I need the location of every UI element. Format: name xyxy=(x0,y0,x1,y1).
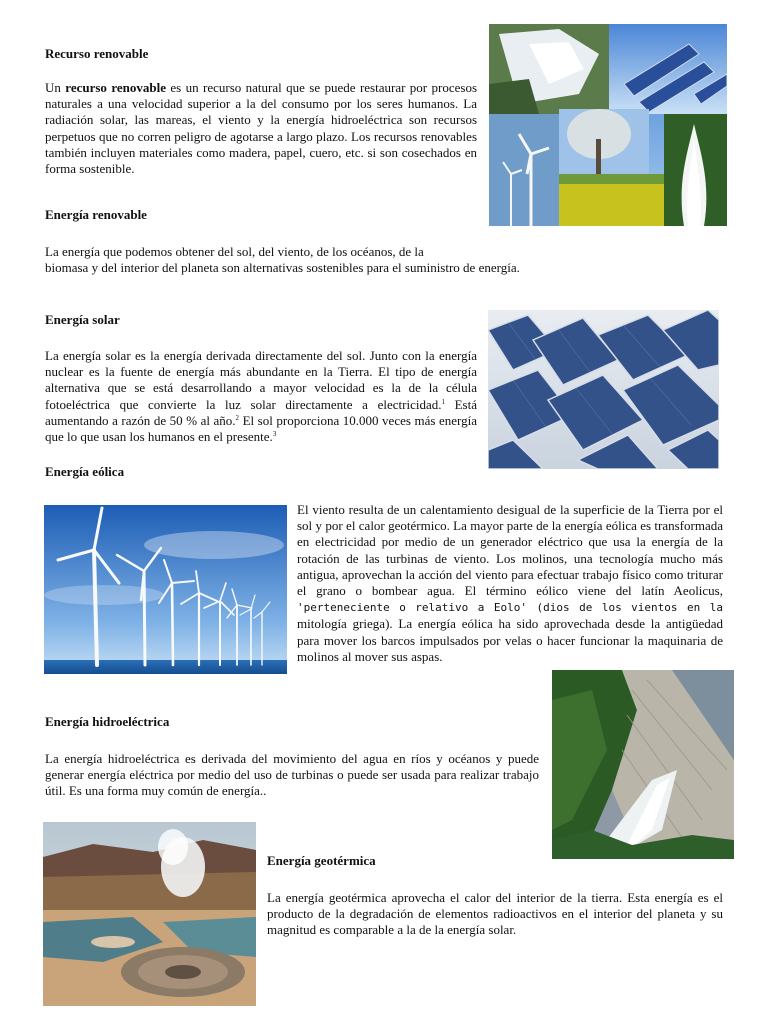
bold-term: recurso renovable xyxy=(65,80,166,95)
hidroelectrica-text: La energía hidroeléctrica es derivada del movimiento del agua en ríos y océanos y puede generar energía eléctrica por medio del uso de turbinas o puede ser usada para realizar trabajo útil. Es una forma muy común de energía.. xyxy=(45,751,539,799)
paragraph-energia-renovable xyxy=(45,244,565,276)
footnote-ref-3: 3 xyxy=(272,430,277,439)
heading-energia-renovable: Energía renovable xyxy=(45,207,147,222)
footnote-ref-1: 1 xyxy=(441,397,445,406)
solar-text-1: La energía solar es la energía derivada directamente del sol. Junto con la energía nuclear es la fuente de energía más abundante en la Tierra. El tipo de energía alternativa que se está desarrollando a mayor velocidad es la de la célula fotoeléctrica que convierte la luz solar directamente a electricidad. xyxy=(45,348,477,412)
body-text: es un recurso natural que se puede restaurar por procesos naturales a una velocidad superior a la del consumo por los seres humanos. La radiación solar, las mareas, el viento y la energía hidroeléctrica son recursos perpetuos que no corren peligro de agotarse a largo plazo. Los recursos renovables también incluyen materiales como madera, papel, cuero, etc. si son cosechados en forma sostenible. xyxy=(45,80,478,177)
wind-turbines-photo xyxy=(44,505,287,674)
paragraph-energia-eolica xyxy=(297,502,723,665)
lead-text: Un xyxy=(45,80,66,95)
heading-energia-geotermica: Energía geotérmica xyxy=(267,853,376,868)
heading-energia-eolica: Energía eólica xyxy=(45,464,125,479)
solar-panels-photo xyxy=(488,310,719,469)
paragraph-recurso-renovable xyxy=(45,80,477,177)
eolica-tail: mitología griega). La energía eólica ha sido aprovechada desde la antigüedad para mover los barcos impulsados por velas o hacer funcionar la maquinaria de molinos al mover sus aspas. xyxy=(297,616,723,664)
solar-text-3: El sol proporciona 10.000 veces más energía que lo que usan los humanos en el presente. xyxy=(45,412,477,445)
paragraph-energia-solar xyxy=(45,348,477,445)
paragraph-energia-geotermica xyxy=(267,890,723,939)
eolica-quote: 'perteneciente o relativo a Eolo' (dios de los vientos en la xyxy=(297,601,723,615)
heading-energia-solar: Energía solar xyxy=(45,312,120,327)
paragraph-energia-hidroelectrica xyxy=(45,751,539,800)
energia-renovable-line-1: La energía que podemos obtener del sol, del viento, de los océanos, de la xyxy=(45,244,424,259)
geotermica-text: La energía geotérmica aprovecha el calor del interior de la tierra. Esta energía es el producto de la degradación de elementos radioactivos en el interior del planeta y su magnitud es comparable a la de la energía solar. xyxy=(267,890,723,938)
solar-text-2: Está aumentando a razón de 50 % al año. xyxy=(45,396,477,428)
hydroelectric-dam-photo xyxy=(552,670,734,859)
eolica-text: El viento resulta de un calentamiento desigual de la superficie de la Tierra por el sol y por el calor geotérmico. La mayor parte de la energía eólica es transformada en electricidad por medio de un generador eléctrico que usa la energía de la rotación de las turbinas de viento. Los molinos, una tecnología mucho más antigua, aprovechan la acción del viento para efectuar trabajo físico como triturar el grano o bombear agua. El término eólico viene del latín Aeolicus, xyxy=(297,502,723,599)
footnote-ref-2: 2 xyxy=(235,413,240,422)
geothermal-geyser-photo xyxy=(43,822,256,1006)
energia-renovable-line-2: biomasa y del interior del planeta son alternativas sostenibles para el suministro de energía. xyxy=(45,260,520,276)
heading-energia-hidroelectrica: Energía hidroeléctrica xyxy=(45,714,170,729)
renewable-collage-photo xyxy=(489,24,727,226)
heading-recurso-renovable: Recurso renovable xyxy=(45,46,149,61)
